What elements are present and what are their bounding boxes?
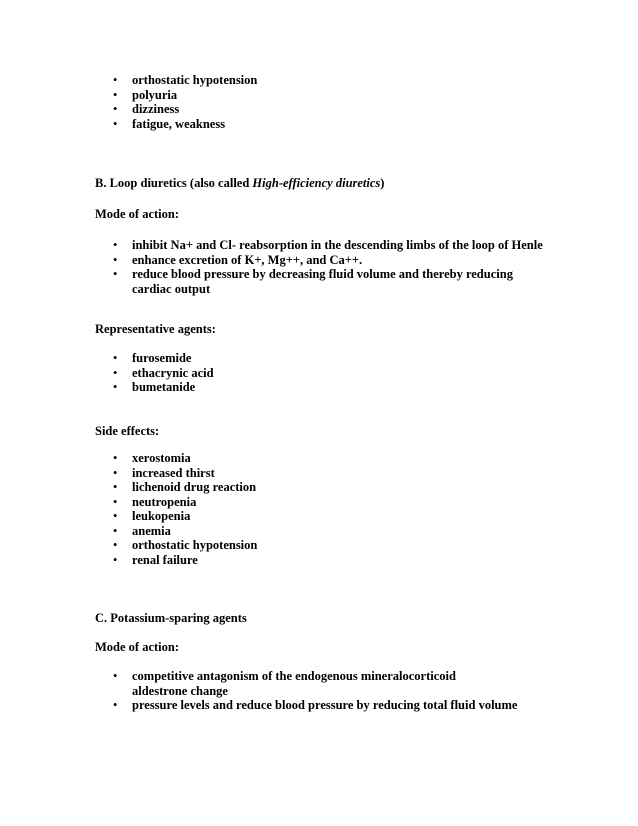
bullet-icon: • (113, 465, 118, 480)
list-item: • orthostatic hypotension (113, 538, 258, 552)
bullet-icon: • (113, 509, 118, 523)
bullet-icon: • (113, 494, 118, 509)
section-b-title: B. Loop diuretics (also called High-efficiency diuretics) (95, 176, 385, 190)
section-b-side-list (113, 451, 553, 567)
section-c-title: C. Potassium-sparing agents (95, 611, 247, 625)
list-item: • fatigue, weakness (113, 116, 226, 131)
list-item: • anemia (113, 523, 171, 538)
list-item: • reduce blood pressure by decreasing fluid volume and thereby reducing cardiac output (113, 267, 513, 296)
bullet-icon: • (113, 480, 118, 494)
list-item: • polyuria (113, 87, 178, 102)
section-b-side-heading: Side effects: (95, 424, 160, 438)
bullet-icon: • (113, 523, 118, 538)
bullet-icon: • (113, 116, 118, 131)
list-item: • xerostomia (113, 451, 191, 465)
list-item: • lichenoid drug reaction (113, 480, 257, 494)
list-item: • orthostatic hypotension (113, 73, 258, 87)
list-item: • inhibit Na+ and Cl- reabsorption in the descending limbs of the loop of Henle (113, 238, 543, 252)
bullet-icon: • (113, 252, 118, 267)
bullet-icon: • (113, 698, 118, 712)
side-effects-list-continued (113, 73, 553, 131)
bullet-icon: • (113, 267, 118, 281)
list-item: • ethacrynic acid (113, 365, 214, 380)
section-b-mode-heading: Mode of action: (95, 207, 180, 221)
list-item: • bumetanide (113, 380, 196, 394)
list-item: • furosemide (113, 351, 192, 365)
list-item: • renal failure (113, 552, 198, 567)
list-item: • enhance excretion of K+, Mg++, and Ca++. (113, 252, 363, 267)
list-item: • leukopenia (113, 509, 191, 523)
section-c-mode-heading: Mode of action: (95, 640, 180, 654)
list-item: • dizziness (113, 102, 180, 116)
bullet-icon: • (113, 365, 118, 380)
bullet-icon: • (113, 669, 118, 683)
section-b-mode-list (113, 238, 553, 296)
bullet-icon: • (113, 238, 118, 252)
bullet-icon: • (113, 351, 118, 365)
list-item: • pressure levels and reduce blood pressure by reducing total fluid volume (113, 698, 518, 712)
bullet-icon: • (113, 552, 118, 567)
bullet-icon: • (113, 73, 118, 87)
list-item: • neutropenia (113, 494, 197, 509)
section-c-mode-list (113, 669, 553, 713)
bullet-icon: • (113, 87, 118, 102)
bullet-icon: • (113, 380, 118, 394)
list-item: • increased thirst (113, 465, 215, 480)
bullet-icon: • (113, 102, 118, 116)
bullet-icon: • (113, 451, 118, 465)
section-b-agents-heading: Representative agents: (95, 322, 216, 336)
list-item: • competitive antagonism of the endogenous mineralocorticoid aldestrone change (113, 669, 456, 698)
bullet-icon: • (113, 538, 118, 552)
section-b-agents-list (113, 351, 553, 395)
